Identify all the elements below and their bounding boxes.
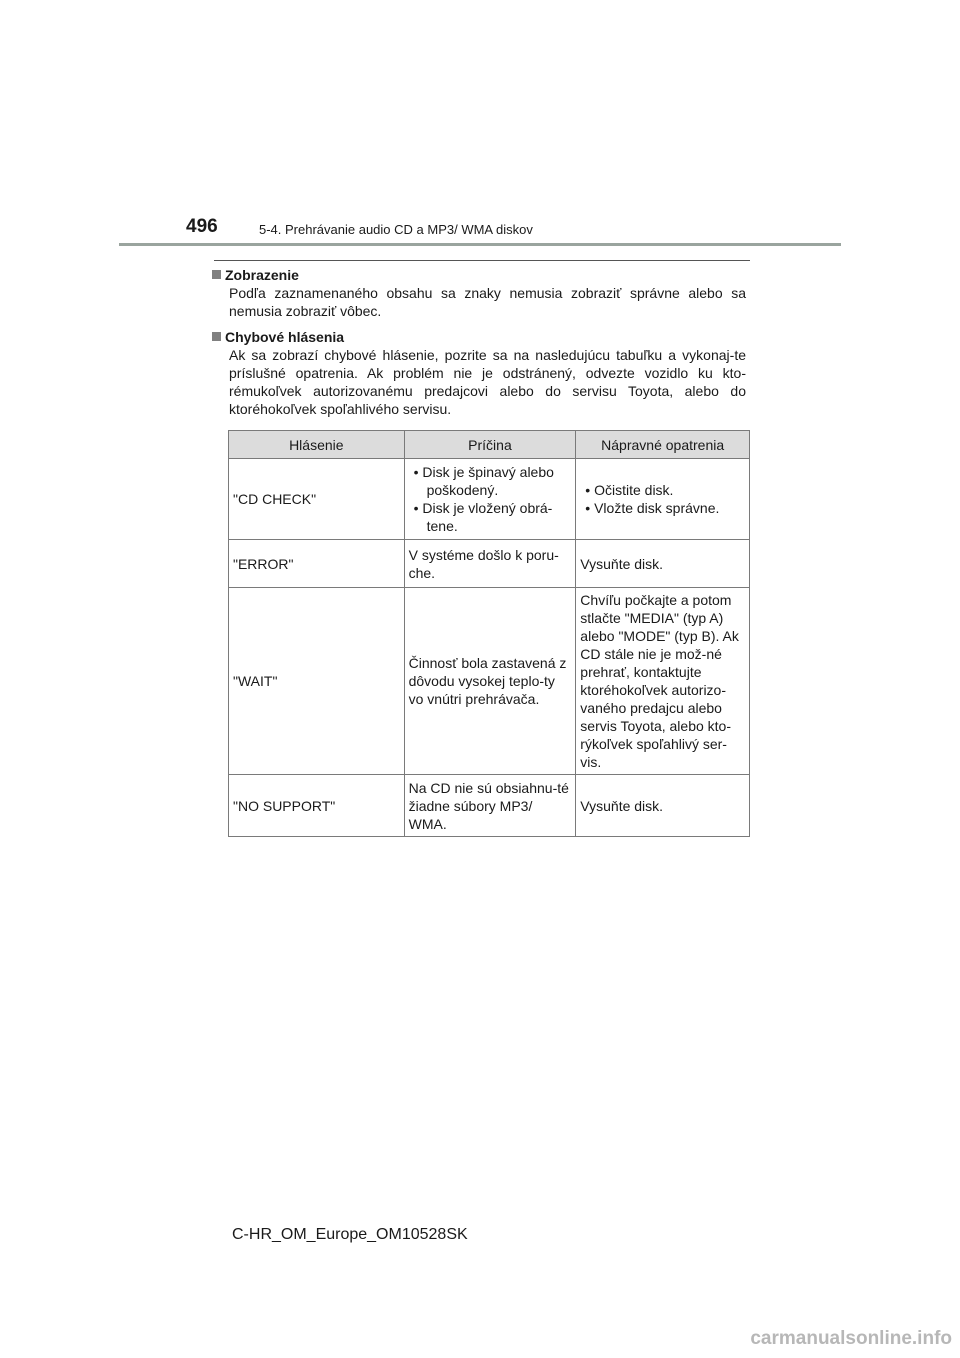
page-number: 496 — [186, 216, 218, 237]
table-row — [229, 459, 750, 540]
column-header-cause: Príčina — [404, 431, 576, 459]
message-cell: "WAIT" — [229, 588, 405, 775]
header-divider — [119, 243, 841, 246]
remedy-cell: Vysuňte disk. — [576, 775, 750, 837]
column-header-message: Hlásenie — [229, 431, 405, 459]
table-row — [229, 540, 750, 588]
section-title: 5-4. Prehrávanie audio CD a MP3/ WMA diskov — [259, 222, 533, 237]
section-heading: Chybové hlásenia — [225, 329, 345, 345]
remedy-cell: Chvíľu počkajte a potom stlačte "MEDIA" (typ A) alebo "MODE" (typ B). Ak CD stále nie je mož-né prehrať, kontaktujte ktoréhokoľvek autorizo-vaného predajcu alebo servis Toyota, alebo kto-rýkoľvek spoľahlivý ser-vis. — [576, 588, 750, 775]
list-item: • Vložte disk správne. — [580, 499, 745, 517]
square-bullet-icon — [212, 332, 221, 341]
document-code: C-HR_OM_Europe_OM10528SK — [232, 1226, 468, 1243]
content-divider — [214, 260, 750, 261]
section-chybove-hlasenia — [212, 328, 746, 418]
table-header-row — [229, 431, 750, 459]
square-bullet-icon — [212, 270, 221, 279]
list-item: • Disk je vložený obrá-tene. — [409, 499, 572, 535]
watermark: carmanualsonline.info — [750, 1328, 952, 1349]
section-text: Ak sa zobrazí chybové hlásenie, pozrite sa na nasledujúcu tabuľku a vykonaj-te príslušné opatrenia. Ak problém nie je odstránený, odvezte vozidlo ku kto-rémukoľvek autorizovanému predajcovi alebo do servisu Toyota, alebo do ktoréhokoľvek spoľahlivého servisu. — [229, 347, 746, 417]
error-message-table — [228, 430, 750, 837]
table-row — [229, 588, 750, 775]
column-header-remedy: Nápravné opatrenia — [576, 431, 750, 459]
cause-cell: Činnosť bola zastavená z dôvodu vysokej teplo-ty vo vnútri prehrávača. — [404, 588, 576, 775]
cause-cell: Na CD nie sú obsiahnu-té žiadne súbory MP3/ WMA. — [404, 775, 576, 837]
cause-cell — [404, 459, 576, 540]
message-cell: "NO SUPPORT" — [229, 775, 405, 837]
section-zobrazenie — [212, 266, 746, 320]
section-text: Podľa zaznamenaného obsahu sa znaky nemusia zobraziť správne alebo sa nemusia zobraziť vôbec. — [229, 285, 746, 319]
table-row — [229, 775, 750, 837]
section-heading: Zobrazenie — [225, 267, 299, 283]
message-cell: "CD CHECK" — [229, 459, 405, 540]
message-cell: "ERROR" — [229, 540, 405, 588]
remedy-cell — [576, 459, 750, 540]
list-item: • Očistite disk. — [580, 481, 745, 499]
list-item: • Disk je špinavý alebo poškodený. — [409, 463, 572, 499]
remedy-cell: Vysuňte disk. — [576, 540, 750, 588]
cause-cell: V systéme došlo k poru-che. — [404, 540, 576, 588]
